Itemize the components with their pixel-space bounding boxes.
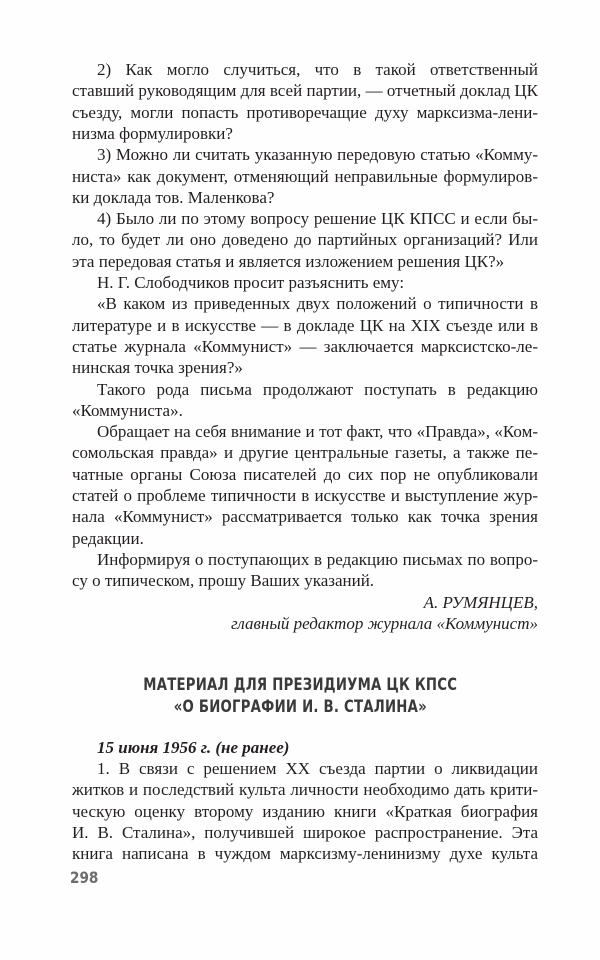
section-heading-line-2 bbox=[0, 696, 600, 718]
text-line: Обращает на себя внимание и тот факт, что «Правда», «Ком- bbox=[97, 422, 538, 442]
text-line: Такого рода письма продолжают поступать в редакцию bbox=[97, 379, 538, 399]
text-line: 2) Как могло случиться, что в такой ответственный bbox=[97, 60, 538, 79]
text-line: И. В. Сталина», получившей широкое распространение. Эта bbox=[72, 822, 538, 842]
text-line: чатные органы Союза писателей до сих пор не опубликовали bbox=[72, 464, 538, 484]
text-line: 1. В связи с решением XX съезда партии о ликвидации bbox=[97, 759, 538, 778]
text-line: редакции. bbox=[72, 528, 144, 548]
text-line: нала «Коммунист» рассматривается только как точка зрения bbox=[72, 507, 538, 527]
text-line: житков и последствий культа личности необходимо дать крити- bbox=[72, 780, 538, 800]
signature-line: главный редактор журнала «Коммунист» bbox=[230, 613, 538, 633]
text-line: ческую оценку второму изданию книги «Краткая биография bbox=[72, 801, 538, 821]
text-line: ки доклада тов. Маленкова? bbox=[72, 187, 275, 207]
text-line: ло, то будет ли оно доведено до партийных организаций? Или bbox=[72, 230, 538, 250]
text-line: статей о проблеме типичности в искусстве и выступление жур- bbox=[72, 486, 538, 505]
text-line: эта передовая статья и является изложением решения ЦК?» bbox=[72, 251, 505, 271]
section-heading-line-1 bbox=[0, 674, 600, 696]
page-number: 298 bbox=[70, 868, 99, 887]
text-line: Информируя о поступающих в редакцию письмах по вопро- bbox=[97, 549, 538, 569]
document-date: 15 июня 1956 г. (не ранее) bbox=[97, 738, 290, 757]
text-line: низма формулировки? bbox=[72, 123, 233, 143]
text-line: ставший руководящим для всей партии, — отчетный доклад ЦК bbox=[72, 81, 538, 101]
text-line: 3) Можно ли считать указанную передовую статью «Комму- bbox=[97, 145, 538, 165]
text-line: нинская точка зрения?» bbox=[72, 358, 243, 378]
text-line: ниста» как документ, отменяющий неправильные формулиров- bbox=[72, 166, 538, 186]
text-line: су о типическом, прошу Ваших указаний. bbox=[72, 571, 375, 591]
heading-text: «О БИОГРАФИИ И. В. СТАЛИНА» bbox=[173, 697, 427, 717]
text-line: литературе и в искусстве — в докладе ЦК на XIX съезде или в bbox=[72, 315, 538, 335]
text-line: книга написана в чуждом марксизму-ленинизму духе культа bbox=[72, 844, 538, 864]
text-line: съезду, могли попасть противоречащие духу марксизма-лени- bbox=[72, 102, 538, 122]
text-line: статье журнала «Коммунист» — заключается марксистско-ле- bbox=[72, 336, 538, 356]
text-line: «В каком из приведенных двух положений о типичности в bbox=[97, 294, 538, 314]
text-line: сомольская правда» и другие центральные газеты, а также пе- bbox=[72, 443, 538, 463]
text-line: «Коммуниста». bbox=[72, 400, 183, 420]
text-line: Н. Г. Слободчиков просит разъяснить ему: bbox=[97, 273, 405, 292]
text-line: 4) Было ли по этому вопросу решение ЦК КПСС и если бы- bbox=[97, 209, 538, 229]
heading-text: МАТЕРИАЛ ДЛЯ ПРЕЗИДИУМА ЦК КПСС bbox=[143, 675, 457, 695]
signature-line: А. РУМЯНЦЕВ, bbox=[423, 592, 538, 612]
